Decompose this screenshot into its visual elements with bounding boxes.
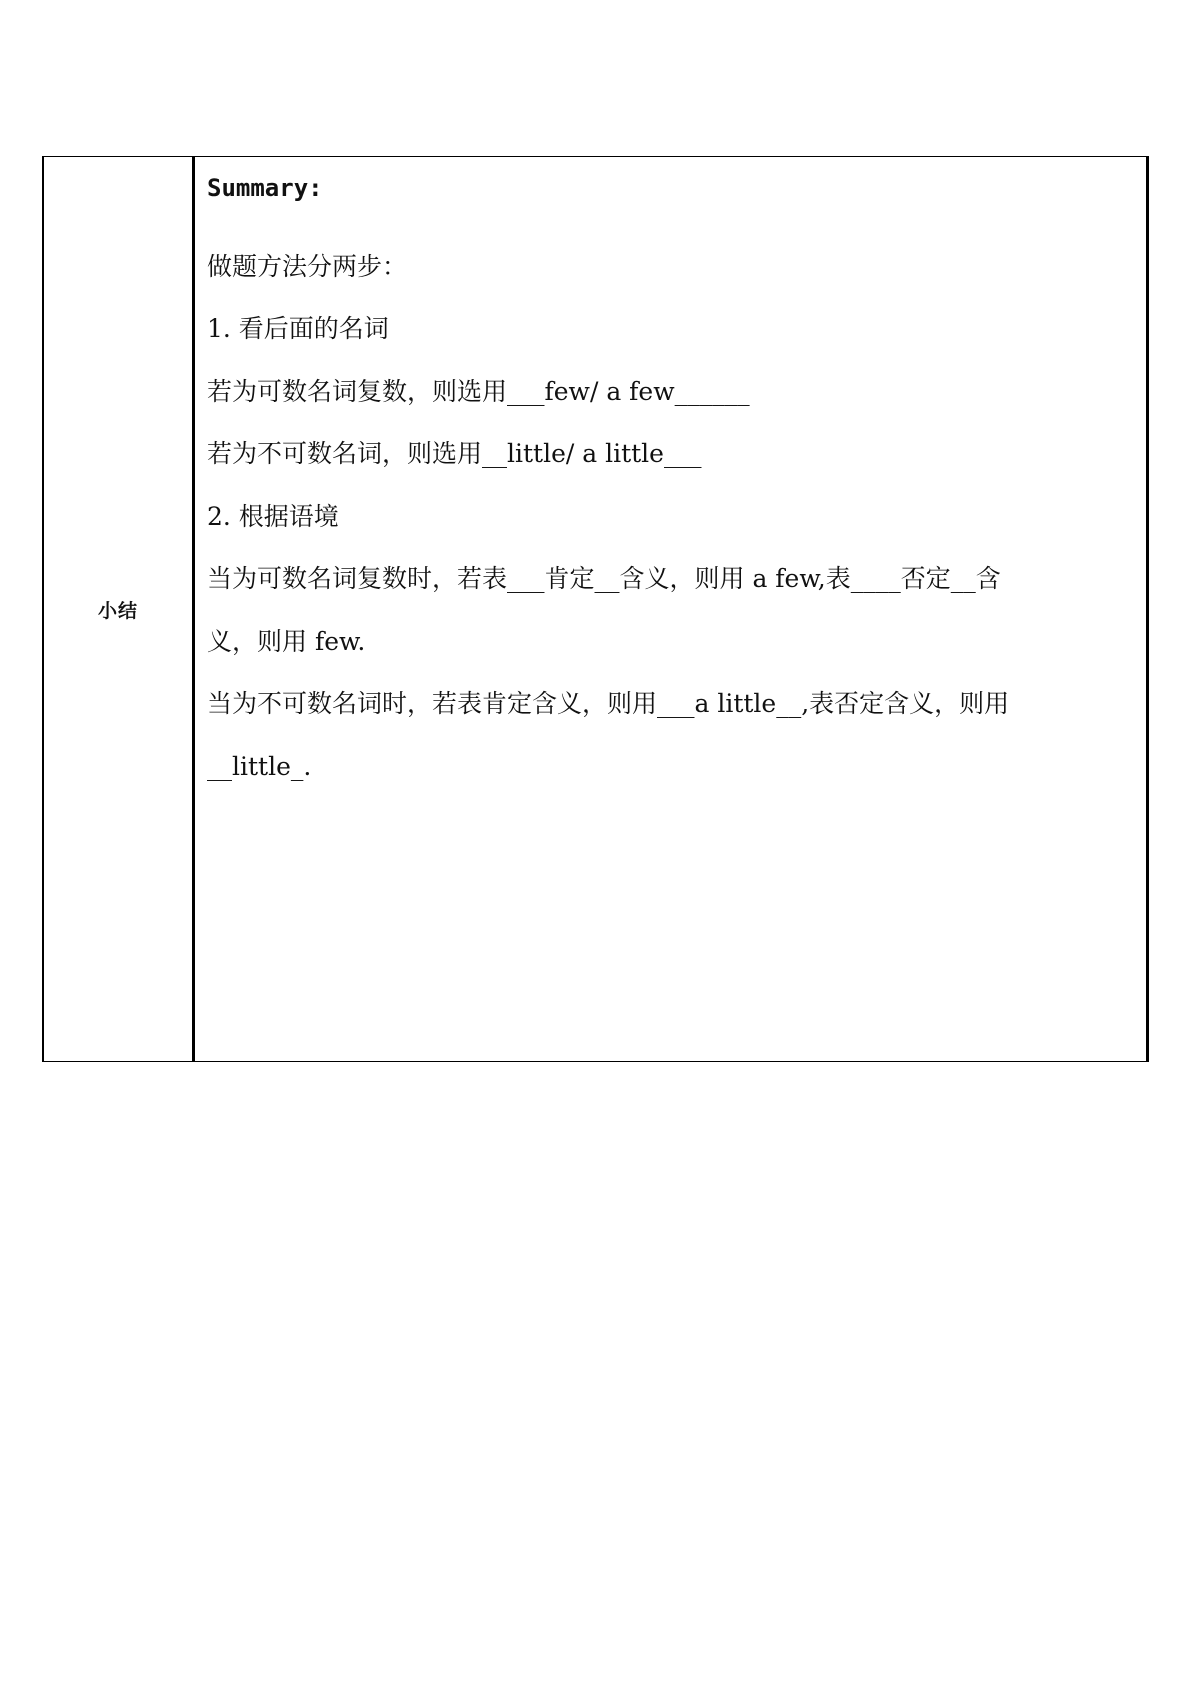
countable-rule: 若为可数名词复数，则选用___few/ a few______: [207, 376, 750, 406]
table-row: [43, 157, 1148, 1062]
summary-heading: Summary:: [207, 174, 323, 202]
content-cell: [194, 157, 1148, 1062]
context-countable-line-2: 义，则用 few.: [207, 626, 366, 656]
uncountable-rule: 若为不可数名词，则选用__little/ a little___: [207, 439, 702, 468]
summary-table: [42, 156, 1149, 1062]
label-text: 小结: [97, 599, 138, 622]
context-uncountable-line-1: 当为不可数名词时，若表肯定含义，则用___a little__,表否定含义，则用: [207, 689, 1010, 718]
step-two-heading: 2. 根据语境: [207, 501, 339, 531]
context-uncountable-line-2: __little_.: [207, 751, 312, 781]
context-countable-line-1: 当为可数名词复数时，若表___肯定__含义，则用 a few,表____否定__含: [207, 564, 1001, 593]
method-intro: 做题方法分两步：: [207, 251, 408, 281]
step-one-heading: 1. 看后面的名词: [207, 314, 389, 343]
label-cell: [43, 157, 194, 1062]
